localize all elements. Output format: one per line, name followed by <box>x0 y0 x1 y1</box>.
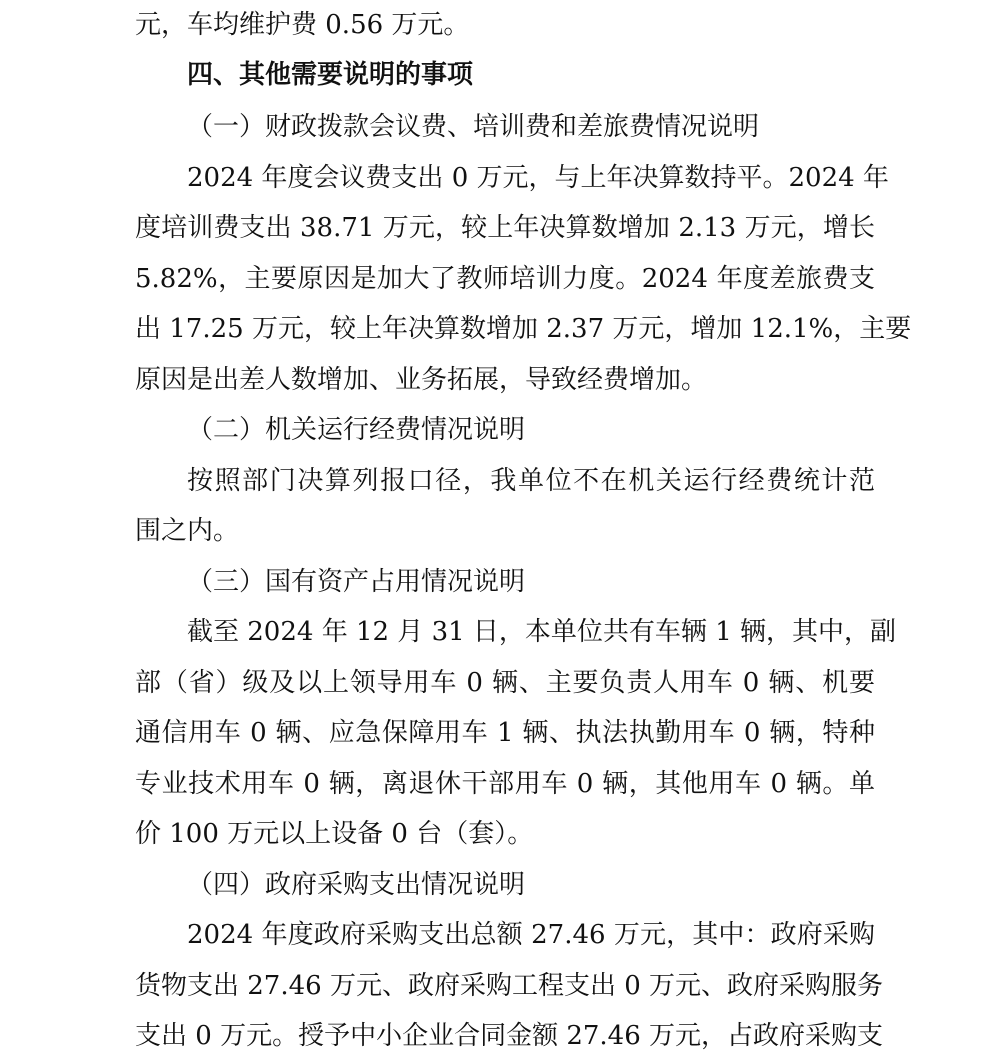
paragraph-line: 部（省）级及以上领导用车 0 辆、主要负责人用车 0 辆、机要 <box>135 668 875 698</box>
subsection-heading: （一）财政拨款会议费、培训费和差旅费情况说明 <box>187 112 760 142</box>
paragraph-line: 2024 年度政府采购支出总额 27.46 万元，其中：政府采购 <box>187 920 875 950</box>
subsection-heading: （四）政府采购支出情况说明 <box>187 870 526 900</box>
paragraph-line: 通信用车 0 辆、应急保障用车 1 辆、执法执勤用车 0 辆，特种 <box>135 718 875 748</box>
paragraph-line: 按照部门决算列报口径，我单位不在机关运行经费统计范 <box>187 466 875 496</box>
paragraph-line: 专业技术用车 0 辆，离退休干部用车 0 辆，其他用车 0 辆。单 <box>135 769 875 799</box>
paragraph-line: 价 100 万元以上设备 0 台（套）。 <box>135 819 534 849</box>
paragraph-line: 5.82%，主要原因是加大了教师培训力度。2024 年度差旅费支 <box>135 264 875 294</box>
paragraph-line: 度培训费支出 38.71 万元，较上年决算数增加 2.13 万元，增长 <box>135 213 875 243</box>
paragraph-line: 货物支出 27.46 万元、政府采购工程支出 0 万元、政府采购服务 <box>135 971 884 1001</box>
paragraph-line: 支出 0 万元。授予中小企业合同金额 27.46 万元，占政府采购支 <box>135 1021 884 1051</box>
paragraph-line: 出 17.25 万元，较上年决算数增加 2.37 万元，增加 12.1%，主要 <box>135 314 912 344</box>
paragraph-line: 原因是出差人数增加、业务拓展，导致经费增加。 <box>135 365 708 395</box>
paragraph-line: 截至 2024 年 12 月 31 日，本单位共有车辆 1 辆，其中，副 <box>187 617 896 647</box>
paragraph-line: 2024 年度会议费支出 0 万元，与上年决算数持平。2024 年 <box>187 163 889 193</box>
section-heading: 四、其他需要说明的事项 <box>187 60 474 90</box>
subsection-heading: （二）机关运行经费情况说明 <box>187 415 526 445</box>
paragraph-line: 元，车均维护费 0.56 万元。 <box>135 10 470 40</box>
subsection-heading: （三）国有资产占用情况说明 <box>187 567 526 597</box>
paragraph-line: 围之内。 <box>135 516 240 546</box>
